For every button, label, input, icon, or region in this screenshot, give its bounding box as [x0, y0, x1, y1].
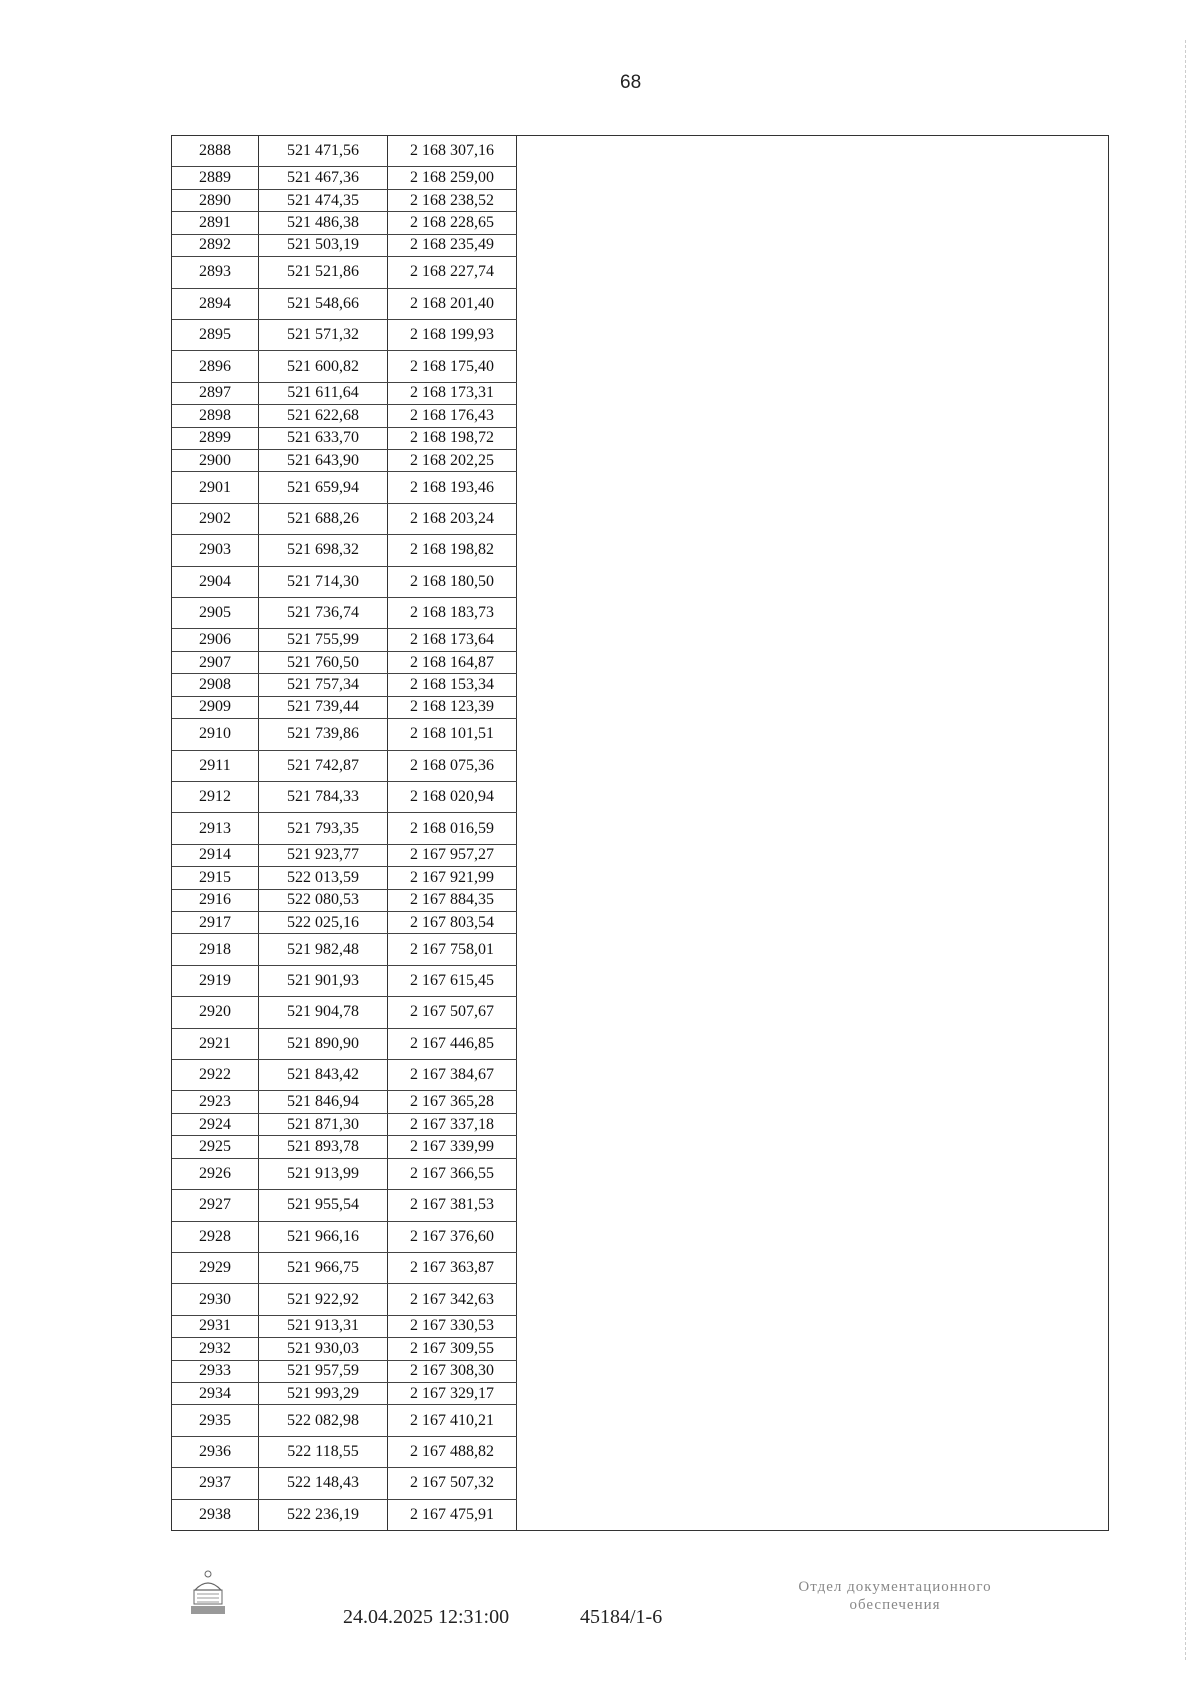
point-number-cell: 2936 — [172, 1437, 259, 1467]
table-row — [172, 567, 517, 598]
point-number-cell: 2889 — [172, 167, 259, 188]
y-coordinate-cell: 2 167 339,99 — [388, 1136, 517, 1157]
table-row — [172, 405, 517, 427]
table-row — [172, 1190, 517, 1221]
y-coordinate-cell: 2 167 957,27 — [388, 845, 517, 866]
coordinates-table — [171, 135, 1109, 1531]
y-coordinate-cell: 2 168 259,00 — [388, 167, 517, 188]
x-coordinate-cell: 521 871,30 — [259, 1114, 388, 1135]
x-coordinate-cell: 521 571,32 — [259, 320, 388, 350]
y-coordinate-cell: 2 168 020,94 — [388, 782, 517, 812]
table-rows — [172, 136, 517, 1530]
x-coordinate-cell: 521 893,78 — [259, 1136, 388, 1157]
table-row — [172, 751, 517, 782]
x-coordinate-cell: 521 966,16 — [259, 1222, 388, 1252]
point-number-cell: 2934 — [172, 1383, 259, 1404]
y-coordinate-cell: 2 167 384,67 — [388, 1060, 517, 1090]
point-number-cell: 2906 — [172, 629, 259, 650]
table-row — [172, 1222, 517, 1253]
point-number-cell: 2915 — [172, 867, 259, 888]
table-row — [172, 813, 517, 844]
x-coordinate-cell: 521 955,54 — [259, 1190, 388, 1220]
y-coordinate-cell: 2 167 615,45 — [388, 966, 517, 996]
y-coordinate-cell: 2 168 198,82 — [388, 535, 517, 565]
point-number-cell: 2903 — [172, 535, 259, 565]
point-number-cell: 2895 — [172, 320, 259, 350]
x-coordinate-cell: 522 148,43 — [259, 1468, 388, 1498]
point-number-cell: 2919 — [172, 966, 259, 996]
stamp-line-2: обеспечения — [849, 1597, 941, 1613]
table-row — [172, 867, 517, 889]
point-number-cell: 2905 — [172, 598, 259, 628]
table-row — [172, 1159, 517, 1190]
point-number-cell: 2935 — [172, 1405, 259, 1435]
point-number-cell: 2933 — [172, 1361, 259, 1382]
point-number-cell: 2900 — [172, 450, 259, 471]
y-coordinate-cell: 2 167 329,17 — [388, 1383, 517, 1404]
y-coordinate-cell: 2 167 365,28 — [388, 1091, 517, 1112]
table-row — [172, 652, 517, 674]
table-row — [172, 1405, 517, 1436]
x-coordinate-cell: 521 913,31 — [259, 1316, 388, 1337]
x-coordinate-cell: 521 755,99 — [259, 629, 388, 650]
y-coordinate-cell: 2 168 238,52 — [388, 190, 517, 211]
table-row — [172, 212, 517, 234]
x-coordinate-cell: 521 846,94 — [259, 1091, 388, 1112]
page-number: 68 — [620, 72, 642, 93]
table-row — [172, 1338, 517, 1360]
x-coordinate-cell: 521 521,86 — [259, 257, 388, 287]
x-coordinate-cell: 521 966,75 — [259, 1253, 388, 1283]
table-row — [172, 719, 517, 750]
x-coordinate-cell: 521 784,33 — [259, 782, 388, 812]
x-coordinate-cell: 522 080,53 — [259, 890, 388, 911]
table-row — [172, 1383, 517, 1405]
point-number-cell: 2930 — [172, 1284, 259, 1314]
y-coordinate-cell: 2 168 183,73 — [388, 598, 517, 628]
table-row — [172, 450, 517, 472]
y-coordinate-cell: 2 168 193,46 — [388, 472, 517, 502]
y-coordinate-cell: 2 168 016,59 — [388, 813, 517, 843]
y-coordinate-cell: 2 168 307,16 — [388, 136, 517, 166]
y-coordinate-cell: 2 167 330,53 — [388, 1316, 517, 1337]
x-coordinate-cell: 521 698,32 — [259, 535, 388, 565]
point-number-cell: 2921 — [172, 1029, 259, 1059]
point-number-cell: 2891 — [172, 212, 259, 233]
table-row — [172, 1091, 517, 1113]
table-row — [172, 1029, 517, 1060]
x-coordinate-cell: 521 982,48 — [259, 934, 388, 964]
table-row — [172, 912, 517, 934]
document-number: 45184/1-6 — [580, 1606, 663, 1628]
coat-of-arms-icon — [185, 1568, 231, 1618]
table-row — [172, 257, 517, 288]
table-row — [172, 674, 517, 696]
x-coordinate-cell: 521 611,64 — [259, 383, 388, 404]
point-number-cell: 2932 — [172, 1338, 259, 1359]
point-number-cell: 2926 — [172, 1159, 259, 1189]
y-coordinate-cell: 2 167 488,82 — [388, 1437, 517, 1467]
y-coordinate-cell: 2 168 180,50 — [388, 567, 517, 597]
point-number-cell: 2890 — [172, 190, 259, 211]
table-row — [172, 235, 517, 257]
x-coordinate-cell: 521 548,66 — [259, 289, 388, 319]
y-coordinate-cell: 2 167 309,55 — [388, 1338, 517, 1359]
y-coordinate-cell: 2 168 227,74 — [388, 257, 517, 287]
point-number-cell: 2912 — [172, 782, 259, 812]
x-coordinate-cell: 521 474,35 — [259, 190, 388, 211]
table-row — [172, 383, 517, 405]
y-coordinate-cell: 2 167 366,55 — [388, 1159, 517, 1189]
x-coordinate-cell: 521 793,35 — [259, 813, 388, 843]
x-coordinate-cell: 522 082,98 — [259, 1405, 388, 1435]
x-coordinate-cell: 521 643,90 — [259, 450, 388, 471]
x-coordinate-cell: 522 236,19 — [259, 1500, 388, 1530]
x-coordinate-cell: 521 843,42 — [259, 1060, 388, 1090]
x-coordinate-cell: 521 757,34 — [259, 674, 388, 695]
table-row — [172, 598, 517, 629]
x-coordinate-cell: 521 913,99 — [259, 1159, 388, 1189]
y-coordinate-cell: 2 167 507,67 — [388, 997, 517, 1027]
x-coordinate-cell: 521 659,94 — [259, 472, 388, 502]
table-row — [172, 351, 517, 382]
y-coordinate-cell: 2 168 173,31 — [388, 383, 517, 404]
y-coordinate-cell: 2 167 884,35 — [388, 890, 517, 911]
point-number-cell: 2925 — [172, 1136, 259, 1157]
point-number-cell: 2916 — [172, 890, 259, 911]
point-number-cell: 2901 — [172, 472, 259, 502]
department-stamp — [735, 1578, 1055, 1614]
point-number-cell: 2899 — [172, 428, 259, 449]
y-coordinate-cell: 2 168 153,34 — [388, 674, 517, 695]
table-row — [172, 190, 517, 212]
y-coordinate-cell: 2 167 381,53 — [388, 1190, 517, 1220]
stamp-line-1: Отдел документационного — [798, 1579, 992, 1595]
table-row — [172, 1284, 517, 1315]
y-coordinate-cell: 2 167 803,54 — [388, 912, 517, 933]
x-coordinate-cell: 521 922,92 — [259, 1284, 388, 1314]
scan-margin-marks — [1185, 40, 1190, 1660]
table-row — [172, 1468, 517, 1499]
y-coordinate-cell: 2 168 164,87 — [388, 652, 517, 673]
table-row — [172, 136, 517, 167]
point-number-cell: 2924 — [172, 1114, 259, 1135]
x-coordinate-cell: 521 486,38 — [259, 212, 388, 233]
x-coordinate-cell: 521 622,68 — [259, 405, 388, 426]
point-number-cell: 2888 — [172, 136, 259, 166]
point-number-cell: 2922 — [172, 1060, 259, 1090]
y-coordinate-cell: 2 167 308,30 — [388, 1361, 517, 1382]
x-coordinate-cell: 521 739,44 — [259, 697, 388, 718]
y-coordinate-cell: 2 168 075,36 — [388, 751, 517, 781]
point-number-cell: 2898 — [172, 405, 259, 426]
y-coordinate-cell: 2 168 203,24 — [388, 504, 517, 534]
table-row — [172, 997, 517, 1028]
point-number-cell: 2911 — [172, 751, 259, 781]
point-number-cell: 2927 — [172, 1190, 259, 1220]
point-number-cell: 2908 — [172, 674, 259, 695]
x-coordinate-cell: 521 957,59 — [259, 1361, 388, 1382]
table-row — [172, 1060, 517, 1091]
point-number-cell: 2929 — [172, 1253, 259, 1283]
y-coordinate-cell: 2 167 342,63 — [388, 1284, 517, 1314]
point-number-cell: 2897 — [172, 383, 259, 404]
table-row — [172, 289, 517, 320]
x-coordinate-cell: 521 471,56 — [259, 136, 388, 166]
table-row — [172, 167, 517, 189]
point-number-cell: 2918 — [172, 934, 259, 964]
x-coordinate-cell: 521 930,03 — [259, 1338, 388, 1359]
table-row — [172, 320, 517, 351]
table-row — [172, 697, 517, 719]
x-coordinate-cell: 521 739,86 — [259, 719, 388, 749]
x-coordinate-cell: 521 633,70 — [259, 428, 388, 449]
point-number-cell: 2928 — [172, 1222, 259, 1252]
print-timestamp: 24.04.2025 12:31:00 — [343, 1606, 510, 1628]
point-number-cell: 2914 — [172, 845, 259, 866]
y-coordinate-cell: 2 167 446,85 — [388, 1029, 517, 1059]
table-row — [172, 629, 517, 651]
point-number-cell: 2907 — [172, 652, 259, 673]
y-coordinate-cell: 2 168 198,72 — [388, 428, 517, 449]
point-number-cell: 2931 — [172, 1316, 259, 1337]
y-coordinate-cell: 2 168 175,40 — [388, 351, 517, 381]
table-row — [172, 1136, 517, 1158]
table-row — [172, 782, 517, 813]
x-coordinate-cell: 521 890,90 — [259, 1029, 388, 1059]
x-coordinate-cell: 521 904,78 — [259, 997, 388, 1027]
table-row — [172, 1114, 517, 1136]
table-row — [172, 504, 517, 535]
y-coordinate-cell: 2 167 921,99 — [388, 867, 517, 888]
point-number-cell: 2923 — [172, 1091, 259, 1112]
table-row — [172, 472, 517, 503]
table-row — [172, 966, 517, 997]
y-coordinate-cell: 2 168 201,40 — [388, 289, 517, 319]
y-coordinate-cell: 2 167 337,18 — [388, 1114, 517, 1135]
y-coordinate-cell: 2 167 376,60 — [388, 1222, 517, 1252]
y-coordinate-cell: 2 168 199,93 — [388, 320, 517, 350]
y-coordinate-cell: 2 168 101,51 — [388, 719, 517, 749]
point-number-cell: 2917 — [172, 912, 259, 933]
x-coordinate-cell: 521 760,50 — [259, 652, 388, 673]
table-row — [172, 1316, 517, 1338]
x-coordinate-cell: 521 742,87 — [259, 751, 388, 781]
point-number-cell: 2913 — [172, 813, 259, 843]
table-row — [172, 934, 517, 965]
point-number-cell: 2894 — [172, 289, 259, 319]
point-number-cell: 2937 — [172, 1468, 259, 1498]
table-row — [172, 1253, 517, 1284]
x-coordinate-cell: 522 025,16 — [259, 912, 388, 933]
x-coordinate-cell: 522 013,59 — [259, 867, 388, 888]
empty-column — [517, 136, 1108, 1530]
point-number-cell: 2904 — [172, 567, 259, 597]
table-row — [172, 1361, 517, 1383]
table-row — [172, 535, 517, 566]
x-coordinate-cell: 521 736,74 — [259, 598, 388, 628]
point-number-cell: 2902 — [172, 504, 259, 534]
y-coordinate-cell: 2 168 123,39 — [388, 697, 517, 718]
y-coordinate-cell: 2 167 507,32 — [388, 1468, 517, 1498]
x-coordinate-cell: 521 467,36 — [259, 167, 388, 188]
x-coordinate-cell: 521 901,93 — [259, 966, 388, 996]
table-row — [172, 845, 517, 867]
point-number-cell: 2920 — [172, 997, 259, 1027]
point-number-cell: 2910 — [172, 719, 259, 749]
table-row — [172, 428, 517, 450]
x-coordinate-cell: 521 503,19 — [259, 235, 388, 256]
y-coordinate-cell: 2 168 202,25 — [388, 450, 517, 471]
y-coordinate-cell: 2 168 228,65 — [388, 212, 517, 233]
point-number-cell: 2892 — [172, 235, 259, 256]
point-number-cell: 2896 — [172, 351, 259, 381]
y-coordinate-cell: 2 168 235,49 — [388, 235, 517, 256]
y-coordinate-cell: 2 167 410,21 — [388, 1405, 517, 1435]
y-coordinate-cell: 2 168 173,64 — [388, 629, 517, 650]
table-row — [172, 1437, 517, 1468]
x-coordinate-cell: 521 600,82 — [259, 351, 388, 381]
x-coordinate-cell: 521 714,30 — [259, 567, 388, 597]
table-row — [172, 890, 517, 912]
point-number-cell: 2893 — [172, 257, 259, 287]
y-coordinate-cell: 2 167 363,87 — [388, 1253, 517, 1283]
y-coordinate-cell: 2 167 475,91 — [388, 1500, 517, 1530]
point-number-cell: 2938 — [172, 1500, 259, 1530]
x-coordinate-cell: 521 993,29 — [259, 1383, 388, 1404]
x-coordinate-cell: 521 688,26 — [259, 504, 388, 534]
x-coordinate-cell: 522 118,55 — [259, 1437, 388, 1467]
y-coordinate-cell: 2 167 758,01 — [388, 934, 517, 964]
table-row — [172, 1500, 517, 1530]
x-coordinate-cell: 521 923,77 — [259, 845, 388, 866]
y-coordinate-cell: 2 168 176,43 — [388, 405, 517, 426]
point-number-cell: 2909 — [172, 697, 259, 718]
